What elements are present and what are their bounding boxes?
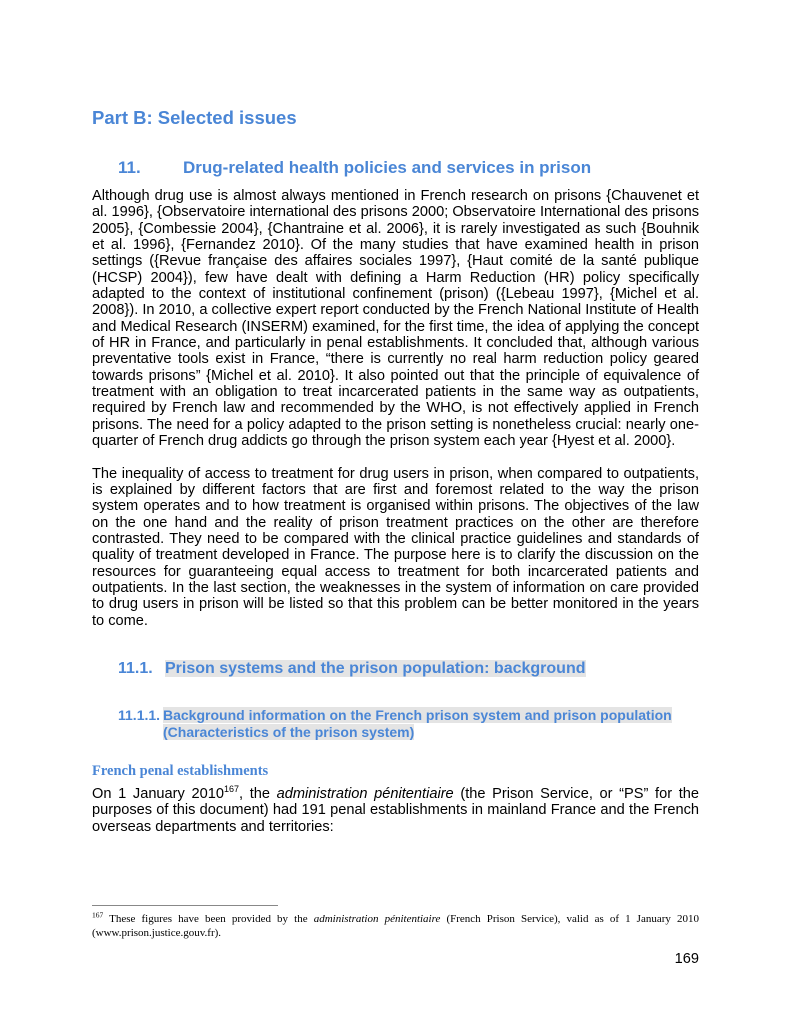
footnote xyxy=(92,912,699,941)
footnote-number: 167 xyxy=(92,910,104,920)
subsubsection-title-line1: Background information on the French prison system and prison population xyxy=(163,706,672,723)
footnote-separator xyxy=(92,905,278,906)
section-number: 11. xyxy=(118,158,141,177)
footnote-ref: 167 xyxy=(223,784,239,795)
text: These figures have been provided by the xyxy=(103,912,314,925)
subsection-heading xyxy=(118,659,699,679)
part-title: Part B: Selected issues xyxy=(92,107,297,128)
page-number: 169 xyxy=(674,950,699,967)
minor-heading: French penal establishments xyxy=(92,762,269,779)
body-paragraph-3 xyxy=(92,786,699,835)
section-title: Drug-related health policies and services in prison xyxy=(183,158,592,177)
subsection-title: Prison systems and the prison population: background xyxy=(165,659,586,677)
body-paragraph-1: Although drug use is almost always mentioned in French research on prisons {Chauvenet et al. 1996}, {Observatoire international des prisons 2000; Observatoire International des prisons 2005}, {Combessie 2004}, {Chantraine et al. 2006}, it is rarely investigated as such {Bouhnik et al. 1996}, {Fernandez 2010}. Of the many studies that have examined health in prison settings ({Revue française des affaires sociales 1997}, {Haut comité de la santé publique (HCSP) 2004}), few have dealt with defining a Harm Reduction (HR) policy specifically adapted to the context of institutional confinement (prison) ({Lebeau 1997}, {Michel et al. 2008}). In 2010, a collective expert report conducted by the French National Institute of Health and Medical Research (INSERM) examined, for the first time, the idea of applying the concept of HR in France, and particularly in penal establishments. It concluded that, although various preventative tools exist in France, “there is currently no real harm reduction policy geared towards prisons” {Michel et al. 2010}. It also pointed out that the principle of equivalence of treatment with an obligation to treat incarcerated patients in the same way as outpatients, required by French law and recommended by the WHO, is not effectively applied in French prisons. The need for a policy adapted to the prison setting is nonetheless crucial: nearly one-quarter of French drug addicts go through the prison system each year {Hyest et al. 2000}. xyxy=(92,188,699,450)
italic-term: administration pénitentiaire xyxy=(313,912,441,925)
italic-term: administration pénitentiaire xyxy=(276,785,454,802)
text: On 1 January 2010 xyxy=(92,785,224,802)
text: (the Prison Service, or “PS” for the purposes of this document) had 191 penal establishments in mainland France and the French overseas departments and territories: xyxy=(92,785,700,835)
subsubsection-number: 11.1.1. xyxy=(118,706,161,723)
subsubsection-title-line2: (Characteristics of the prison system) xyxy=(163,723,415,740)
body-paragraph-2: The inequality of access to treatment for drug users in prison, when compared to outpatients, is explained by different factors that are first and foremost related to the way the prison system operates and to how treatment is organised within prisons. The objectives of the law on the one hand and the reality of prison treatment practices on the other are therefore contrasted. They need to be compared with the clinical practice guidelines and standards of quality of treatment developed in France. The purpose here is to clarify the discussion on the resources for guaranteeing equal access to treatment for both incarcerated patients and outpatients. In the last section, the weaknesses in the system of information on care provided to drug users in prison will be listed so that this problem can be better monitored in the years to come. xyxy=(92,465,699,629)
subsection-number: 11.1. xyxy=(118,659,153,677)
text: (French Prison Service), valid as of 1 January 2010 (www.prison.justice.gouv.fr). xyxy=(92,912,699,940)
text: , the xyxy=(238,785,277,802)
section-heading xyxy=(118,157,699,178)
subsubsection-heading xyxy=(118,707,699,741)
